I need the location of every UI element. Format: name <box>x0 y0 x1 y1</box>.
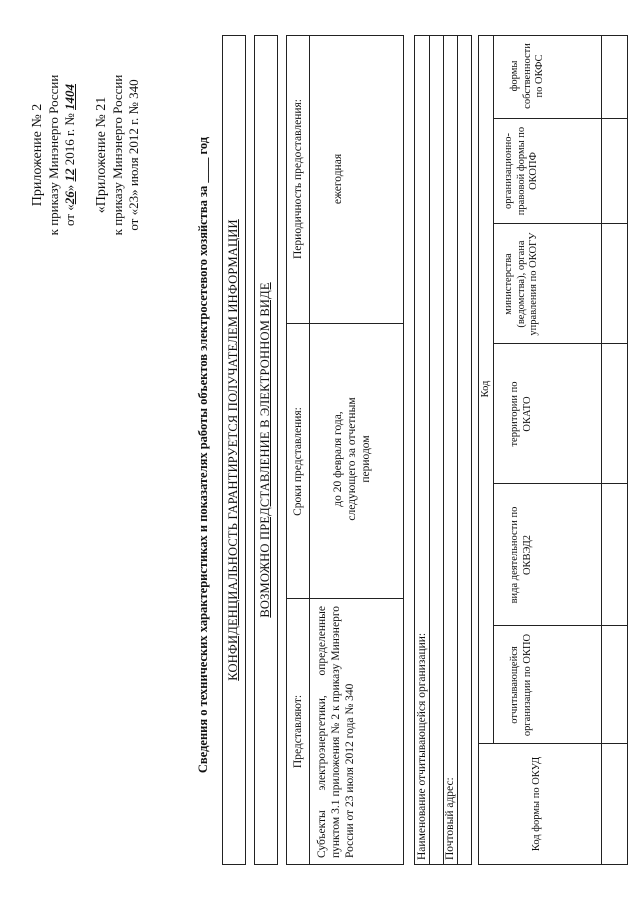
submission-table <box>286 35 404 865</box>
appendix-line: Приложение № 2 <box>30 103 45 207</box>
handwritten-month: 12 <box>62 168 77 182</box>
handwritten-day: 26 <box>62 191 77 205</box>
code-okopf: организационно-правовой формы по ОКОПФ <box>503 126 539 216</box>
code-okato: территории по ОКАТО <box>509 381 533 447</box>
code-okpo: отчитывающейся организации по ОКПО <box>509 633 533 737</box>
confidentiality-banner: КОНФИДЕНЦИАЛЬНОСТЬ ГАРАНТИРУЕТСЯ ПОЛУЧАТЕЛЕМ ИНФОРМАЦИИ <box>222 35 246 865</box>
organization-name-label: Наименование отчитывающейся организации: <box>416 632 428 860</box>
form-title: Сведения о технических характеристиках и показателях работы объектов электросетевого хозяйства за ____ год <box>196 136 210 774</box>
okud-label: Код формы по ОКУД <box>531 756 542 852</box>
header-periodicity: Периодичность предоставления: <box>292 99 304 259</box>
cell-submitters: Субъекты электроэнергетики, определенные пунктом 3.1 приложения № 2 к приказу Минэнерго России от 23 июля 2012 года № 340 <box>316 606 356 858</box>
postal-address-label: Почтовый адрес: <box>444 777 456 860</box>
header-deadline: Сроки представления: <box>292 407 304 516</box>
ref-date-line: от «23» июля 2012 г. № 340 <box>126 79 141 231</box>
electronic-banner: ВОЗМОЖНО ПРЕДСТАВЛЕНИЕ В ЭЛЕКТРОННОМ ВИДЕ <box>254 35 278 865</box>
code-okogu: министерства (ведомства), органа управления по ОКОГУ <box>503 232 539 336</box>
order-line: к приказу Минэнерго России <box>46 74 61 236</box>
handwritten-number: 1404 <box>62 83 77 110</box>
order-date-line: от «26» 12 2016 г. № 1404 <box>62 83 77 227</box>
code-okfs: формы собственности по ОКФС <box>509 43 545 109</box>
header-appendix-block <box>30 5 142 305</box>
cell-periodicity: ежегодная <box>332 153 344 205</box>
header-submitters: Представляют: <box>292 694 304 769</box>
cell-deadline: до 20 февраля года, следующего за отчетным периодом <box>332 397 372 521</box>
codes-table <box>478 35 628 865</box>
ref-order-line: к приказу Минэнерго России <box>110 74 125 236</box>
code-group-label: Код <box>480 380 491 398</box>
code-okved2: вида деятельности по ОКВЭД2 <box>509 506 533 604</box>
ref-appendix-line: «Приложение № 21 <box>94 96 109 214</box>
organization-box <box>414 35 472 865</box>
